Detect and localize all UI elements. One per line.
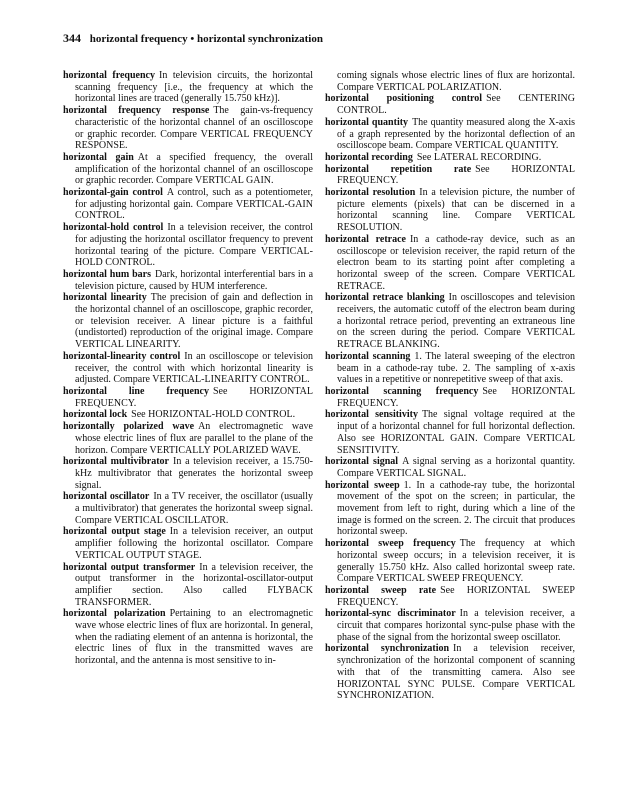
- entry-definition: In a television receiver, the control for adjusting the horizontal oscillator frequency to prevent horizontal tearing of the picture. Compare VERTICAL-HOLD CONTROL.: [75, 222, 314, 269]
- dictionary-entry: [63, 386, 313, 409]
- entry-term: horizontal line frequency: [63, 385, 209, 397]
- dictionary-entry: [63, 70, 313, 105]
- dictionary-entry: [325, 164, 575, 187]
- entry-term: horizontal output transformer: [63, 561, 196, 573]
- entry-term: horizontal scanning frequency: [325, 385, 479, 397]
- entry-term: horizontal recording: [325, 151, 413, 163]
- right-column: [325, 70, 575, 702]
- dictionary-entry: [325, 117, 575, 152]
- entry-term: horizontal sensitivity: [325, 409, 418, 421]
- dictionary-entry: [325, 409, 575, 456]
- entry-definition: In a television picture, the number of picture elements (pixels) that can be discerned in a horizontal scanning line. Compare VERTICAL RESOLUTION.: [337, 187, 576, 234]
- dictionary-entry: [325, 234, 575, 293]
- entry-definition: In an oscilloscope or television receiver, the control with which horizontal linearity is adjusted. Compare VERTICAL-LINEARITY CONTROL.: [75, 350, 313, 386]
- entry-term: horizontal-hold control: [63, 222, 164, 234]
- entry-definition: A signal serving as a horizontal quantity. Compare VERTICAL SIGNAL.: [337, 456, 575, 479]
- entry-term: horizontal-gain control: [63, 187, 163, 199]
- entry-term: horizontal sweep: [325, 479, 400, 491]
- entry-term: horizontal signal: [325, 456, 399, 468]
- entry-term: horizontal linearity: [63, 292, 147, 304]
- entry-definition: In television circuits, the horizontal scanning frequency [i.e., the frequency at which the horizontal lines are traced (generally 15.750 kHz)].: [75, 70, 313, 105]
- entry-definition: The quantity measured along the X-axis of a graph represented by the horizontal deflection of an oscilloscope beam. Compare VERTICAL QUANTITY.: [337, 116, 576, 152]
- entry-definition: Dark, horizontal interferential bars in a television picture, caused by HUM interference.: [75, 268, 314, 292]
- entry-term: horizontal hum bars: [63, 268, 152, 280]
- entry-definition: See LATERAL RECORDING.: [416, 151, 542, 163]
- entry-term: horizontal multivibrator: [63, 456, 169, 468]
- dictionary-entry: [63, 105, 313, 152]
- entry-definition: In a cathode-ray device, such as an oscilloscope or television receiver, the rapid return of the electron beam to its starting point after completing a horizontal sweep of the screen. Compare VERTICAL RETRACE.: [337, 233, 576, 292]
- dictionary-entry: [325, 187, 575, 234]
- left-column: [63, 70, 313, 667]
- entry-term: horizontal oscillator: [63, 491, 150, 503]
- dictionary-entry: [325, 585, 575, 608]
- entry-term: horizontal retrace blanking: [325, 292, 445, 304]
- entry-definition: In a television receiver, a 15.750-kHz multivibrator that generates the horizontal sweep signal.: [75, 456, 313, 491]
- dictionary-entry: [63, 222, 313, 269]
- dictionary-entry: [325, 386, 575, 409]
- entry-term: horizontal resolution: [325, 187, 416, 199]
- entry-definition: The frequency at which horizontal sweep occurs; in a television receiver, it is generally 15.750 kHz. Also called horizontal sweep rate. Compare VERTICAL SWEEP FREQUENCY.: [337, 538, 575, 585]
- entry-definition: coming signals whose electric lines of flux are horizontal. Compare VERTICAL POLARIZATION.: [337, 70, 575, 93]
- entry-definition: See HORIZONTAL FREQUENCY.: [337, 163, 575, 187]
- dictionary-entry: [63, 421, 313, 456]
- entry-term: horizontal repetition rate: [325, 163, 472, 175]
- entry-definition: In a television receiver, a circuit that compares horizontal sync-pulse phase with the phase of the signal from the horizontal sweep oscillator.: [337, 608, 575, 643]
- entry-definition: In a television receiver, an output amplifier following the horizontal oscillator. Compare VERTICAL OUTPUT STAGE.: [75, 526, 313, 561]
- entry-definition: The precision of gain and deflection in the horizontal channel of an oscilloscope, graphic recorder, or television receiver. A linear picture is a faithful (undistorted) reproduction of the original image. Compare VERTICAL LINEARITY.: [75, 292, 313, 351]
- dictionary-entry: [63, 608, 313, 667]
- entry-term: horizontal sweep frequency: [325, 538, 456, 550]
- dictionary-entry: [325, 456, 575, 479]
- entry-definition: See HORIZONTAL SWEEP FREQUENCY.: [337, 584, 575, 608]
- dictionary-entry: [325, 643, 575, 702]
- entry-term: horizontal-linearity control: [63, 350, 181, 362]
- entry-definition: The signal voltage required at the input of a horizontal channel for full horizontal deflection. Also see HORIZONTAL GAIN. Compare VERTICAL SENSITIVITY.: [337, 409, 575, 456]
- dictionary-entry: [63, 269, 313, 292]
- dictionary-entry: [325, 480, 575, 539]
- dictionary-entry: [325, 152, 575, 164]
- dictionary-entry: [63, 152, 313, 187]
- entry-definition: In a TV receiver, the oscillator (usually a multivibrator) that generates the horizontal sweep signal. Compare VERTICAL OSCILLATOR.: [75, 491, 313, 526]
- running-head: horizontal frequency • horizontal synchronization: [89, 33, 323, 45]
- entry-definition: At a specified frequency, the overall amplification of the horizontal channel of an oscilloscope or graphic recorder. Compare VERTICAL GAIN.: [75, 151, 313, 187]
- dictionary-entry: [325, 351, 575, 386]
- dictionary-entry: [325, 93, 575, 116]
- dictionary-entry: [63, 456, 313, 491]
- entry-term: horizontal polarization: [63, 608, 166, 620]
- entry-term: horizontal lock: [63, 409, 128, 421]
- dictionary-entry: [325, 292, 575, 351]
- entry-term: horizontally polarized wave: [63, 421, 195, 433]
- entry-term: horizontal synchronization: [325, 643, 450, 655]
- entry-definition: See HORIZONTAL FREQUENCY.: [75, 385, 314, 409]
- entry-term: horizontal gain: [63, 151, 134, 163]
- dictionary-entry: [325, 608, 575, 643]
- entry-definition: See HORIZONTAL FREQUENCY.: [337, 385, 575, 409]
- entry-term: horizontal-sync discriminator: [325, 608, 456, 620]
- entry-term: horizontal quantity: [325, 116, 409, 128]
- entry-term: horizontal frequency response: [63, 105, 210, 117]
- entry-term: horizontal output stage: [63, 526, 166, 538]
- entry-definition: A control, such as a potentiometer, for adjusting horizontal gain. Compare VERTICAL-GAIN CONTROL.: [75, 187, 313, 222]
- dictionary-entry: [63, 351, 313, 386]
- entry-term: horizontal sweep rate: [325, 584, 437, 596]
- entry-definition: In a television receiver, the output transformer in the horizontal-oscillator-output amplifier section. Also called FLYBACK TRANSFORMER.: [75, 561, 313, 608]
- page-header: [63, 31, 597, 46]
- entry-term: horizontal retrace: [325, 233, 406, 245]
- entry-definition: 1. In a cathode-ray tube, the horizontal movement of the spot on the screen; in particular, the movement from left to right, during which a line of the image is formed on the screen. 2. The circuit that produces horizontal sweep.: [337, 479, 575, 538]
- entry-definition: Pertaining to an electromagnetic wave whose electric lines of flux are horizontal. In general, when the radiating element of an antenna is horizontal, the electric lines of flux in the transmitted waves are horizontal, and the antenna is most sensitive to in-: [75, 608, 313, 667]
- dictionary-entry: [63, 491, 313, 526]
- entry-definition: See CENTERING CONTROL.: [337, 93, 575, 117]
- page-number: 344: [63, 31, 81, 45]
- entry-definition: 1. The lateral sweeping of the electron beam in a cathode-ray tube. 2. The sampling of x-axis values in a repetitive or nonrepetitive sweep of that axis.: [337, 350, 575, 386]
- dictionary-entry: [325, 70, 575, 93]
- entry-term: horizontal frequency: [63, 70, 155, 81]
- entry-term: horizontal scanning: [325, 350, 411, 362]
- dictionary-entry: [63, 526, 313, 561]
- dictionary-entry: [63, 409, 313, 421]
- dictionary-entry: [63, 562, 313, 609]
- dictionary-entry: [325, 538, 575, 585]
- entry-definition: In a television receiver, synchronization of the horizontal component of scanning with that of the transmitting camera. Also see HORIZONTAL SYNC PULSE. Compare VERTICAL SYNCHRONIZATION.: [337, 643, 575, 702]
- dictionary-entry: [63, 187, 313, 222]
- entry-definition: The gain-vs-frequency characteristic of the horizontal channel of an oscilloscope or graphic recorder. Compare VERTICAL FREQUENCY RESPONSE.: [75, 105, 313, 152]
- entry-definition: An electromagnetic wave whose electric lines of flux are parallel to the plane of the horizon. Compare VERTICALLY POLARIZED WAVE.: [75, 421, 313, 456]
- entry-definition: In oscilloscopes and television receivers, the automatic cutoff of the electron beam during a horizontal retrace period, preventing an extraneous line on the screen during the period. Compare VERTICAL RETRACE BLANKING.: [337, 292, 575, 351]
- dictionary-entry: [63, 292, 313, 351]
- entry-definition: See HORIZONTAL-HOLD CONTROL.: [131, 409, 296, 421]
- entry-term: horizontal positioning control: [325, 93, 483, 105]
